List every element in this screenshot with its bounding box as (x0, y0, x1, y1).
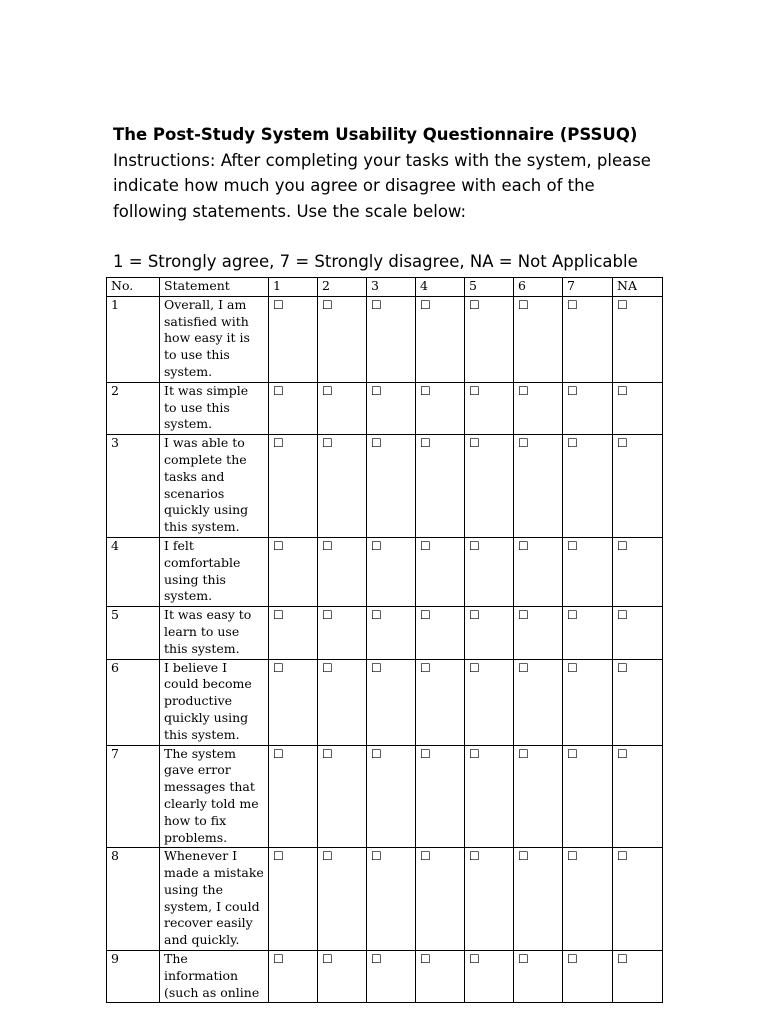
checkbox-1[interactable]: ☐ (273, 383, 284, 398)
rating-cell-4 (416, 745, 465, 848)
checkbox-5[interactable]: ☐ (469, 383, 480, 398)
rating-cell-3 (367, 848, 416, 951)
rating-cell-2 (318, 659, 367, 745)
questionnaire-table (106, 277, 663, 1003)
intro-paragraph (113, 122, 673, 224)
checkbox-4[interactable]: ☐ (420, 297, 431, 312)
checkbox-3[interactable]: ☐ (371, 608, 382, 623)
row-number: 8 (107, 848, 160, 951)
rating-cell-3 (367, 659, 416, 745)
checkbox-5[interactable]: ☐ (469, 608, 480, 623)
rating-cell-7 (563, 607, 613, 659)
checkbox-6[interactable]: ☐ (518, 849, 529, 864)
rating-cell-4 (416, 537, 465, 606)
rating-cell-6 (514, 382, 563, 434)
checkbox-5[interactable]: ☐ (469, 746, 480, 761)
rating-cell-3 (367, 296, 416, 382)
row-statement: The information (such as online (160, 951, 269, 1003)
checkbox-na[interactable]: ☐ (617, 660, 628, 675)
rating-cell-4 (416, 435, 465, 538)
row-number: 3 (107, 435, 160, 538)
checkbox-6[interactable]: ☐ (518, 746, 529, 761)
rating-cell-7 (563, 382, 613, 434)
rating-cell-6 (514, 296, 563, 382)
checkbox-2[interactable]: ☐ (322, 608, 333, 623)
checkbox-1[interactable]: ☐ (273, 952, 284, 967)
checkbox-2[interactable]: ☐ (322, 383, 333, 398)
rating-cell-5 (465, 951, 514, 1003)
row-number: 1 (107, 296, 160, 382)
rating-cell-na (613, 848, 663, 951)
rating-cell-1 (269, 537, 318, 606)
checkbox-1[interactable]: ☐ (273, 746, 284, 761)
rating-cell-na (613, 435, 663, 538)
checkbox-1[interactable]: ☐ (273, 297, 284, 312)
rating-cell-5 (465, 848, 514, 951)
checkbox-na[interactable]: ☐ (617, 297, 628, 312)
checkbox-4[interactable]: ☐ (420, 436, 431, 451)
scale-legend: 1 = Strongly agree, 7 = Strongly disagree, NA = Not Applicable (113, 252, 638, 271)
rating-cell-1 (269, 296, 318, 382)
table-row (107, 951, 663, 1003)
rating-cell-5 (465, 537, 514, 606)
checkbox-3[interactable]: ☐ (371, 746, 382, 761)
rating-cell-3 (367, 537, 416, 606)
rating-cell-1 (269, 435, 318, 538)
rating-cell-1 (269, 951, 318, 1003)
checkbox-7[interactable]: ☐ (567, 383, 578, 398)
checkbox-2[interactable]: ☐ (322, 849, 333, 864)
checkbox-2[interactable]: ☐ (322, 952, 333, 967)
rating-cell-5 (465, 607, 514, 659)
rating-cell-5 (465, 659, 514, 745)
rating-cell-1 (269, 745, 318, 848)
rating-cell-7 (563, 848, 613, 951)
checkbox-5[interactable]: ☐ (469, 660, 480, 675)
table-row (107, 607, 663, 659)
row-number: 2 (107, 382, 160, 434)
checkbox-6[interactable]: ☐ (518, 383, 529, 398)
checkbox-5[interactable]: ☐ (469, 849, 480, 864)
checkbox-4[interactable]: ☐ (420, 660, 431, 675)
rating-cell-na (613, 659, 663, 745)
row-statement: I believe I could become productive quickly using this system. (160, 659, 269, 745)
rating-cell-6 (514, 848, 563, 951)
checkbox-1[interactable]: ☐ (273, 436, 284, 451)
rating-cell-1 (269, 848, 318, 951)
rating-cell-7 (563, 435, 613, 538)
rating-cell-6 (514, 951, 563, 1003)
header-7: 7 (563, 278, 613, 297)
table-row (107, 537, 663, 606)
checkbox-4[interactable]: ☐ (420, 383, 431, 398)
checkbox-4[interactable]: ☐ (420, 952, 431, 967)
rating-cell-7 (563, 951, 613, 1003)
checkbox-4[interactable]: ☐ (420, 608, 431, 623)
checkbox-1[interactable]: ☐ (273, 849, 284, 864)
row-statement: It was simple to use this system. (160, 382, 269, 434)
checkbox-5[interactable]: ☐ (469, 436, 480, 451)
rating-cell-1 (269, 659, 318, 745)
rating-cell-4 (416, 382, 465, 434)
rating-cell-2 (318, 435, 367, 538)
rating-cell-1 (269, 607, 318, 659)
rating-cell-6 (514, 537, 563, 606)
header-row (107, 278, 663, 297)
rating-cell-na (613, 537, 663, 606)
rating-cell-5 (465, 296, 514, 382)
rating-cell-2 (318, 607, 367, 659)
checkbox-6[interactable]: ☐ (518, 608, 529, 623)
checkbox-1[interactable]: ☐ (273, 538, 284, 553)
checkbox-na[interactable]: ☐ (617, 383, 628, 398)
rating-cell-2 (318, 296, 367, 382)
checkbox-7[interactable]: ☐ (567, 660, 578, 675)
checkbox-7[interactable]: ☐ (567, 436, 578, 451)
rating-cell-3 (367, 951, 416, 1003)
checkbox-4[interactable]: ☐ (420, 538, 431, 553)
row-statement: I was able to complete the tasks and scenarios quickly using this system. (160, 435, 269, 538)
checkbox-6[interactable]: ☐ (518, 660, 529, 675)
rating-cell-7 (563, 659, 613, 745)
rating-cell-4 (416, 607, 465, 659)
rating-cell-5 (465, 382, 514, 434)
checkbox-7[interactable]: ☐ (567, 538, 578, 553)
rating-cell-na (613, 745, 663, 848)
rating-cell-2 (318, 382, 367, 434)
row-statement: It was easy to learn to use this system. (160, 607, 269, 659)
checkbox-5[interactable]: ☐ (469, 297, 480, 312)
checkbox-3[interactable]: ☐ (371, 538, 382, 553)
checkbox-7[interactable]: ☐ (567, 952, 578, 967)
checkbox-4[interactable]: ☐ (420, 746, 431, 761)
row-number: 7 (107, 745, 160, 848)
rating-cell-6 (514, 659, 563, 745)
rating-cell-2 (318, 537, 367, 606)
header-5: 5 (465, 278, 514, 297)
rating-cell-7 (563, 296, 613, 382)
checkbox-na[interactable]: ☐ (617, 849, 628, 864)
checkbox-3[interactable]: ☐ (371, 849, 382, 864)
rating-cell-1 (269, 382, 318, 434)
rating-cell-na (613, 951, 663, 1003)
rating-cell-2 (318, 745, 367, 848)
row-statement: The system gave error messages that clearly told me how to fix problems. (160, 745, 269, 848)
checkbox-na[interactable]: ☐ (617, 608, 628, 623)
checkbox-3[interactable]: ☐ (371, 297, 382, 312)
checkbox-7[interactable]: ☐ (567, 608, 578, 623)
rating-cell-3 (367, 382, 416, 434)
rating-cell-3 (367, 435, 416, 538)
header-2: 2 (318, 278, 367, 297)
checkbox-na[interactable]: ☐ (617, 538, 628, 553)
rating-cell-6 (514, 607, 563, 659)
checkbox-na[interactable]: ☐ (617, 436, 628, 451)
row-number: 5 (107, 607, 160, 659)
checkbox-2[interactable]: ☐ (322, 297, 333, 312)
row-number: 6 (107, 659, 160, 745)
rating-cell-7 (563, 745, 613, 848)
row-number: 4 (107, 537, 160, 606)
header-na: NA (613, 278, 663, 297)
row-statement: Whenever I made a mistake using the system, I could recover easily and quickly. (160, 848, 269, 951)
row-statement: I felt comfortable using this system. (160, 537, 269, 606)
checkbox-3[interactable]: ☐ (371, 660, 382, 675)
rating-cell-na (613, 607, 663, 659)
rating-cell-5 (465, 435, 514, 538)
header-no: No. (107, 278, 160, 297)
header-statement: Statement (160, 278, 269, 297)
rating-cell-4 (416, 659, 465, 745)
checkbox-1[interactable]: ☐ (273, 660, 284, 675)
checkbox-5[interactable]: ☐ (469, 952, 480, 967)
instructions-text: Instructions: After completing your tasks with the system, please indicate how much you agree or disagree with each of the following statements. Use the scale below: (113, 150, 651, 221)
questionnaire-title: The Post-Study System Usability Questionnaire (PSSUQ) (113, 125, 638, 144)
rating-cell-6 (514, 745, 563, 848)
header-4: 4 (416, 278, 465, 297)
rating-cell-7 (563, 537, 613, 606)
checkbox-7[interactable]: ☐ (567, 746, 578, 761)
checkbox-2[interactable]: ☐ (322, 660, 333, 675)
table-row (107, 296, 663, 382)
checkbox-4[interactable]: ☐ (420, 849, 431, 864)
checkbox-na[interactable]: ☐ (617, 952, 628, 967)
table-row (107, 659, 663, 745)
rating-cell-4 (416, 951, 465, 1003)
checkbox-6[interactable]: ☐ (518, 952, 529, 967)
table-row (107, 382, 663, 434)
rating-cell-2 (318, 951, 367, 1003)
rating-cell-3 (367, 607, 416, 659)
checkbox-3[interactable]: ☐ (371, 952, 382, 967)
rating-cell-3 (367, 745, 416, 848)
checkbox-na[interactable]: ☐ (617, 746, 628, 761)
checkbox-6[interactable]: ☐ (518, 436, 529, 451)
table-row (107, 435, 663, 538)
checkbox-2[interactable]: ☐ (322, 436, 333, 451)
checkbox-5[interactable]: ☐ (469, 538, 480, 553)
rating-cell-na (613, 382, 663, 434)
header-3: 3 (367, 278, 416, 297)
row-statement: Overall, I am satisfied with how easy it is to use this system. (160, 296, 269, 382)
table-row (107, 745, 663, 848)
rating-cell-4 (416, 296, 465, 382)
header-1: 1 (269, 278, 318, 297)
rating-cell-na (613, 296, 663, 382)
checkbox-7[interactable]: ☐ (567, 849, 578, 864)
checkbox-1[interactable]: ☐ (273, 608, 284, 623)
checkbox-6[interactable]: ☐ (518, 538, 529, 553)
checkbox-2[interactable]: ☐ (322, 538, 333, 553)
checkbox-3[interactable]: ☐ (371, 383, 382, 398)
rating-cell-4 (416, 848, 465, 951)
row-number: 9 (107, 951, 160, 1003)
checkbox-2[interactable]: ☐ (322, 746, 333, 761)
rating-cell-6 (514, 435, 563, 538)
table-row (107, 848, 663, 951)
checkbox-6[interactable]: ☐ (518, 297, 529, 312)
checkbox-3[interactable]: ☐ (371, 436, 382, 451)
rating-cell-2 (318, 848, 367, 951)
header-6: 6 (514, 278, 563, 297)
rating-cell-5 (465, 745, 514, 848)
checkbox-7[interactable]: ☐ (567, 297, 578, 312)
